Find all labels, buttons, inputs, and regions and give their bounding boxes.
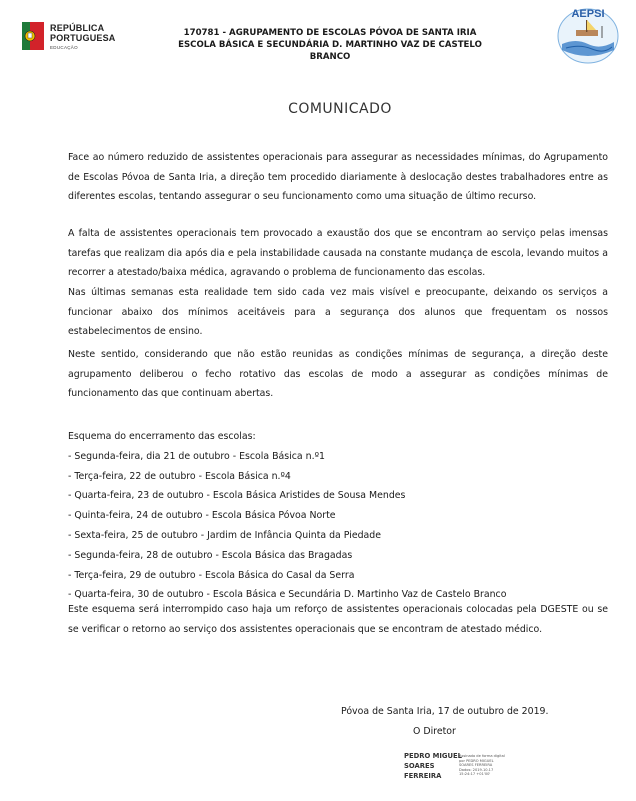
- schedule-heading: Esquema do encerramento das escolas:: [68, 431, 256, 442]
- paragraph-4: [68, 345, 608, 404]
- paragraph-2-text: A falta de assistentes operacionais tem provocado a exaustão dos que se encontram ao serviço pelas imensas tarefas que realizam dia após dia e pela instabilidade causada na constante mudança de escola, levando muitos a recorrer a atestado/baixa médica, agravando o problema de funcionamento das escolas.: [68, 228, 608, 278]
- signatory-role: O Diretor: [413, 726, 456, 737]
- paragraph-3: [68, 283, 608, 342]
- list-item: - Quarta-feira, 30 de outubro - Escola Básica e Secundária D. Martinho Vaz de Castelo Branco: [68, 589, 507, 601]
- document-title: COMUNICADO: [288, 101, 392, 117]
- aepsi-logo: [556, 4, 620, 64]
- government-logo: [22, 20, 162, 54]
- list-item: - Terça-feira, 22 de outubro - Escola Básica n.º4: [68, 470, 291, 482]
- paragraph-5: [68, 600, 608, 639]
- aepsi-logo-text: AEPSI: [571, 8, 605, 20]
- gov-logo-line2: PORTUGUESA: [50, 33, 116, 43]
- signature-meta-line: SOARES FERREIRA: [459, 763, 493, 768]
- gov-logo-line1: REPÚBLICA: [50, 23, 105, 33]
- list-item: - Sexta-feira, 25 de outubro - Jardim de Infância Quinta da Piedade: [68, 529, 382, 541]
- signature-meta-line: Assinado de forma digital: [459, 754, 505, 758]
- digital-signature-details: [459, 754, 505, 777]
- place-date: Póvoa de Santa Iria, 17 de outubro de 2019.: [341, 706, 549, 717]
- paragraph-5-text: Este esquema será interrompido caso haja um reforço de assistentes operacionais colocadas pela DGESTE ou se se verificar o retorno ao serviço dos assistentes operacionais que se encontram de atestado médico.: [68, 604, 608, 635]
- signature-name-line: FERREIRA: [404, 771, 442, 780]
- signature-name-line: SOARES: [404, 761, 435, 770]
- list-item: - Terça-feira, 29 de outubro - Escola Básica do Casal da Serra: [68, 569, 355, 581]
- closure-schedule: [68, 427, 608, 605]
- school-header: [160, 27, 500, 63]
- paragraph-1-text: Face ao número reduzido de assistentes operacionais para assegurar as necessidades mínimas, do Agrupamento de Escolas Póvoa de Santa Iria, a direção tem procedido diariamente à deslocação destes trabalhadores entre as diferentes escolas, tentando assegurar o seu funcionamento como uma situação de último recurso.: [68, 152, 608, 202]
- list-item: - Segunda-feira, 28 de outubro - Escola Básica das Bragadas: [68, 549, 353, 561]
- list-item: - Quinta-feira, 24 de outubro - Escola Básica Póvoa Norte: [68, 510, 336, 522]
- signature-meta-line: por PEDRO MIGUEL: [459, 758, 494, 763]
- paragraph-2: [68, 224, 608, 283]
- paragraph-1: [68, 148, 608, 207]
- paragraph-3-text: Nas últimas semanas esta realidade tem sido cada vez mais visível e preocupante, deixando os serviços a funcionar abaixo dos mínimos aceitáveis para a segurança dos alunos que frequentam os nossos estabelecimentos de ensino.: [68, 287, 608, 337]
- list-item: - Segunda-feira, dia 21 de outubro - Escola Básica n.º1: [68, 450, 325, 462]
- portugal-flag-icon: [22, 22, 44, 50]
- digital-signature-name: [404, 752, 462, 781]
- list-item: - Quarta-feira, 23 de outubro - Escola Básica Aristides de Sousa Mendes: [68, 490, 406, 502]
- school-header-line1: 170781 - AGRUPAMENTO DE ESCOLAS PÓVOA DE SANTA IRIA: [183, 28, 477, 38]
- signature-meta-line: 15:24:17 +01'00': [459, 772, 491, 777]
- signature-meta-line: Dados: 2019.10.17: [459, 767, 494, 772]
- paragraph-4-text: Neste sentido, considerando que não estão reunidas as condições mínimas de segurança, a direção deste agrupamento deliberou o fecho rotativo das escolas de modo a assegurar as condições mínimas de funcionamento das que continuam abertas.: [68, 349, 608, 399]
- signature-name-line: PEDRO MIGUEL: [404, 752, 463, 760]
- gov-logo-line3: EDUCAÇÃO: [50, 45, 78, 50]
- school-header-line2: ESCOLA BÁSICA E SECUNDÁRIA D. MARTINHO VAZ DE CASTELO BRANCO: [178, 40, 482, 62]
